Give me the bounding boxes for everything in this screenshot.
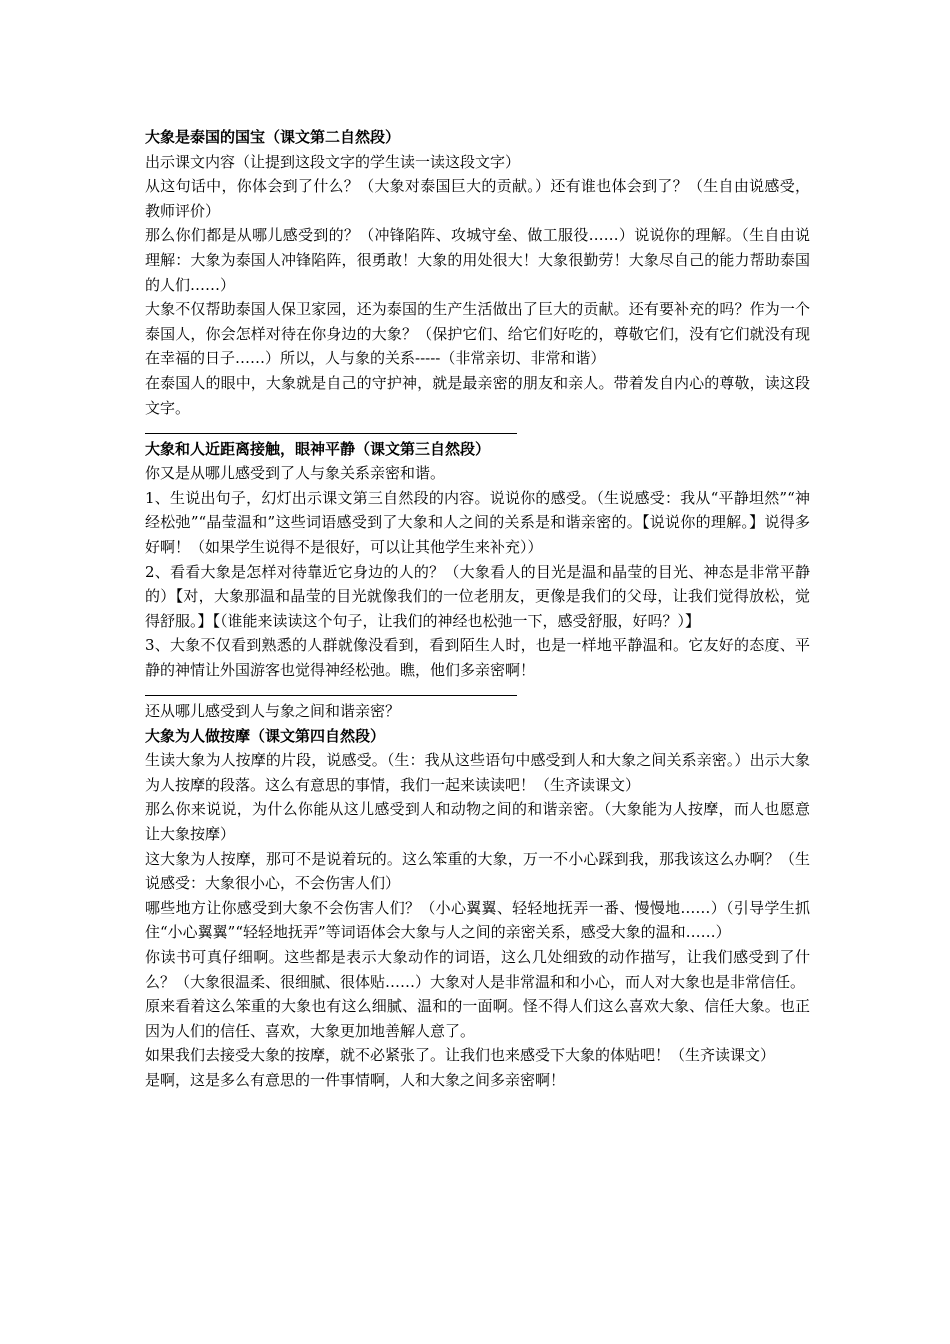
- paragraph: 原来看着这么笨重的大象也有这么细腻、温和的一面啊。怪不得人们这么喜欢大象、信任大象。也正因为人们的信任、喜欢，大象更加地善解人意了。: [145, 997, 810, 1040]
- paragraph: 你读书可真仔细啊。这些都是表示大象动作的词语，这么几处细致的动作描写，让我们感受到了什么？（大象很温柔、很细腻、很体贴……）大象对人是非常温和和小心，而人对大象也是非常信任。: [145, 948, 810, 991]
- paragraph: 大象不仅帮助泰国人保卫家园，还为泰国的生产生活做出了巨大的贡献。还有要补充的吗？作为一个泰国人，你会怎样对待在你身边的大象？（保护它们、给它们好吃的，尊敬它们，没有它们就没有现在幸福的日子……）所以，人与象的关系-----（非常亲切、非常和谐）: [145, 300, 810, 368]
- paragraph: 是啊，这是多么有意思的一件事情啊，人和大象之间多亲密啊！: [145, 1070, 566, 1089]
- paragraph: 1、生说出句子，幻灯出示课文第三自然段的内容。说说你的感受。（生说感受：我从“平静坦然”“神经松弛”“晶莹温和”这些词语感受到了大象和人之间的关系是和谐亲密的。【说说你的理解。】说得多好啊！（如果学生说得不是很好，可以让其他学生来补充））: [145, 488, 810, 556]
- paragraph: 那么你们都是从哪儿感受到的？（冲锋陷阵、攻城守垒、做工服役……）说说你的理解。（生自由说理解：大象为泰国人冲锋陷阵，很勇敢！大象的用处很大！大象很勤劳！大象尽自己的能力帮助泰国的人们……）: [145, 226, 810, 294]
- paragraph: 哪些地方让你感受到大象不会伤害人们？（小心翼翼、轻轻地抚弄一番、慢慢地……）（引导学生抓住“小心翼翼”“轻轻地抚弄”等词语体会大象与人之间的亲密关系，感受大象的温和……）: [145, 898, 810, 942]
- paragraph: 如果我们去接受大象的按摩，就不必紧张了。让我们也来感受下大象的体贴吧！（生齐读课文）: [145, 1046, 776, 1065]
- paragraph: 那么你来说说，为什么你能从这儿感受到人和动物之间的和谐亲密。（大象能为人按摩，而人也愿意让大象按摩）: [145, 800, 810, 844]
- section-heading: 大象为人做按摩（课文第四自然段）: [145, 726, 386, 745]
- paragraph: 你又是从哪儿感受到了人与象关系亲密和谐。: [145, 464, 446, 483]
- horizontal-rule: [145, 695, 517, 696]
- paragraph: 这大象为人按摩，那可不是说着玩的。这么笨重的大象，万一不小心踩到我，那我该这么办啊？（生说感受：大象很小心，不会伤害人们）: [145, 849, 810, 893]
- paragraph: 在泰国人的眼中，大象就是自己的守护神，就是最亲密的朋友和亲人。带着发自内心的尊敬，读这段文字。: [145, 373, 810, 417]
- paragraph: 3、大象不仅看到熟悉的人群就像没看到，看到陌生人时，也是一样地平静温和。它友好的态度、平静的神情让外国游客也觉得神经松弛。瞧，他们多亲密啊！: [145, 636, 810, 679]
- paragraph: 从这句话中，你体会到了什么？（大象对泰国巨大的贡献。）还有谁也体会到了？（生自由说感受，教师评价）: [145, 177, 810, 220]
- paragraph: 出示课文内容（让提到这段文字的学生读一读这段文字）: [145, 152, 521, 171]
- section-heading: 大象是泰国的国宝（课文第二自然段）: [145, 128, 401, 146]
- paragraph: 生读大象为人按摩的片段，说感受。（生：我从这些语句中感受到人和大象之间关系亲密。）出示大象为人按摩的段落。这么有意思的事情，我们一起来读读吧！（生齐读课文）: [145, 751, 810, 794]
- document-page: [145, 125, 810, 1093]
- transition-line: 还从哪儿感受到人与象之间和谐亲密？: [145, 702, 401, 721]
- paragraph: 2、看看大象是怎样对待靠近它身边的人的？（大象看人的目光是温和晶莹的目光、神态是非常平静的）【对，大象那温和晶莹的目光就像我们的一位老朋友，更像是我们的父母，让我们觉得放松，觉得舒服。】【（谁能来读读这个句子，让我们的神经也松弛一下，感受舒服，好吗？）】: [145, 562, 810, 630]
- section-heading: 大象和人近距离接触，眼神平静（课文第三自然段）: [145, 439, 491, 458]
- horizontal-rule: [145, 433, 517, 434]
